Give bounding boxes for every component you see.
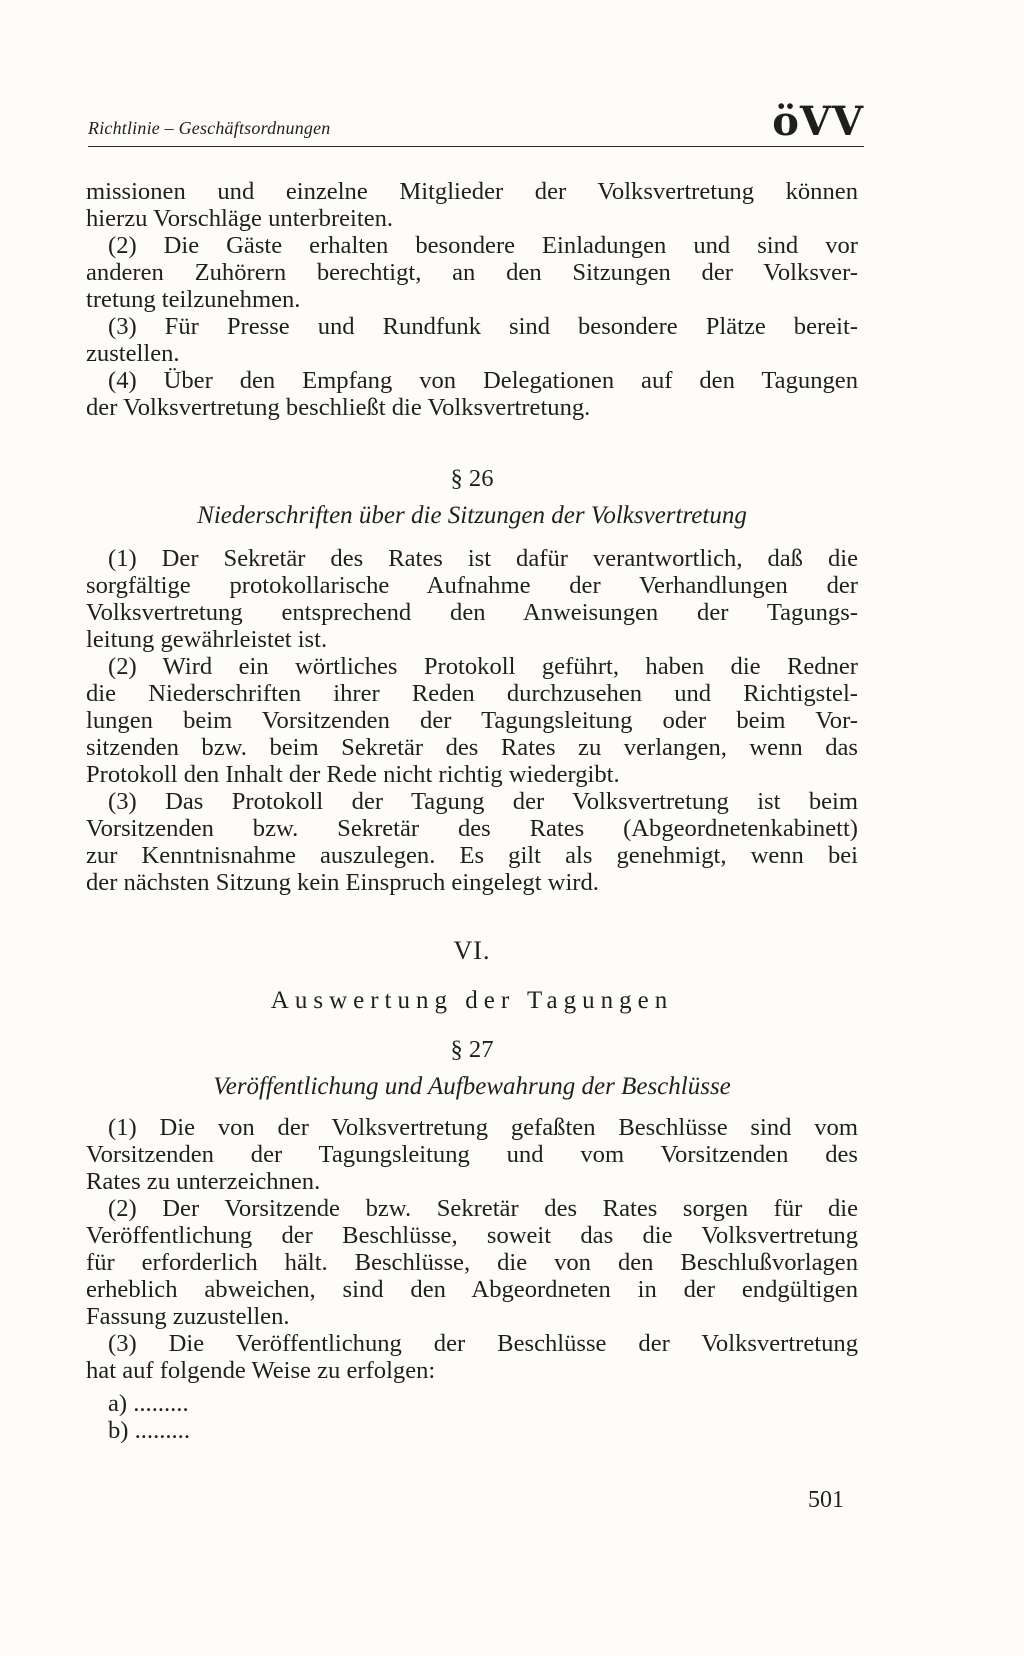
section-26-body xyxy=(86,545,858,896)
chapter-title: Auswertung der Tagungen xyxy=(270,987,674,1014)
section-number: § 26 xyxy=(450,465,494,492)
text-line: (3) Die Veröffentlichung der Beschlüsse der Volksvertretung xyxy=(108,1330,858,1357)
text-line: Fassung zuzustellen. xyxy=(86,1303,290,1330)
enumeration-item: b) ......... xyxy=(108,1417,190,1444)
text-line: zustellen. xyxy=(86,340,180,367)
running-head: Richtlinie – Geschäftsordnungen xyxy=(88,118,331,138)
text-line: sorgfältige protokollarische Aufnahme der Verhandlungen der xyxy=(86,572,858,599)
section-title: Niederschriften über die Sitzungen der Volksvertretung xyxy=(197,502,747,529)
text-line: der nächsten Sitzung kein Einspruch eingelegt wird. xyxy=(86,869,599,896)
text-line: Protokoll den Inhalt der Rede nicht richtig wiedergibt. xyxy=(86,761,620,788)
section-number: § 27 xyxy=(450,1036,494,1063)
text-line: die Niederschriften ihrer Reden durchzusehen und Richtigstel- xyxy=(86,680,858,707)
text-line: leitung gewährleistet ist. xyxy=(86,626,328,653)
chapter-number: VI. xyxy=(453,936,491,965)
text-line: (1) Die von der Volksvertretung gefaßten Beschlüsse sind vom xyxy=(108,1114,858,1141)
text-line: Rates zu unterzeichnen. xyxy=(86,1168,321,1195)
text-line: hierzu Vorschläge unterbreiten. xyxy=(86,205,394,232)
text-line: zur Kenntnisnahme auszulegen. Es gilt als genehmigt, wenn bei xyxy=(86,842,858,869)
text-line: sitzenden bzw. beim Sekretär des Rates zu verlangen, wenn das xyxy=(86,734,858,761)
text-line: erheblich abweichen, sind den Abgeordneten in der endgültigen xyxy=(86,1276,858,1303)
text-line: für erforderlich hält. Beschlüsse, die von den Beschlußvorlagen xyxy=(86,1249,858,1276)
text-line: (2) Wird ein wörtliches Protokoll geführt, haben die Redner xyxy=(108,653,858,680)
text-line: (2) Die Gäste erhalten besondere Einladungen und sind vor xyxy=(108,232,858,259)
text-line: (3) Für Presse und Rundfunk sind besondere Plätze bereit- xyxy=(108,313,858,340)
text-line: Veröffentlichung der Beschlüsse, soweit das die Volksvertretung xyxy=(86,1222,858,1249)
text-line: Vorsitzenden bzw. Sekretär des Rates (Abgeordnetenkabinett) xyxy=(86,815,858,842)
text-line: missionen und einzelne Mitglieder der Volksvertretung können xyxy=(86,178,858,205)
section-title: Veröffentlichung und Aufbewahrung der Beschlüsse xyxy=(213,1073,731,1100)
text-line: Volksvertretung entsprechend den Anweisungen der Tagungs- xyxy=(86,599,858,626)
text-line: anderen Zuhörern berechtigt, an den Sitzungen der Volksver- xyxy=(86,259,858,286)
text-line: Vorsitzenden der Tagungsleitung und vom Vorsitzenden des xyxy=(86,1141,858,1168)
publisher-logo: öVV xyxy=(772,98,864,145)
page-header xyxy=(88,96,864,147)
text-line: (4) Über den Empfang von Delegationen auf den Tagungen xyxy=(108,367,858,394)
page-number: 501 xyxy=(808,1487,844,1513)
text-line: (3) Das Protokoll der Tagung der Volksvertretung ist beim xyxy=(108,788,858,815)
text-line: (2) Der Vorsitzende bzw. Sekretär des Rates sorgen für die xyxy=(108,1195,858,1222)
section-27-body xyxy=(86,1114,858,1384)
text-line: tretung teilzunehmen. xyxy=(86,286,301,313)
text-line: hat auf folgende Weise zu erfolgen: xyxy=(86,1357,436,1384)
text-line: lungen beim Vorsitzenden der Tagungsleitung oder beim Vor- xyxy=(86,707,858,734)
text-line: (1) Der Sekretär des Rates ist dafür verantwortlich, daß die xyxy=(108,545,858,572)
text-line: der Volksvertretung beschließt die Volksvertretung. xyxy=(86,394,591,421)
enumeration-item: a) ......... xyxy=(108,1390,189,1417)
continuation-block xyxy=(86,178,858,421)
